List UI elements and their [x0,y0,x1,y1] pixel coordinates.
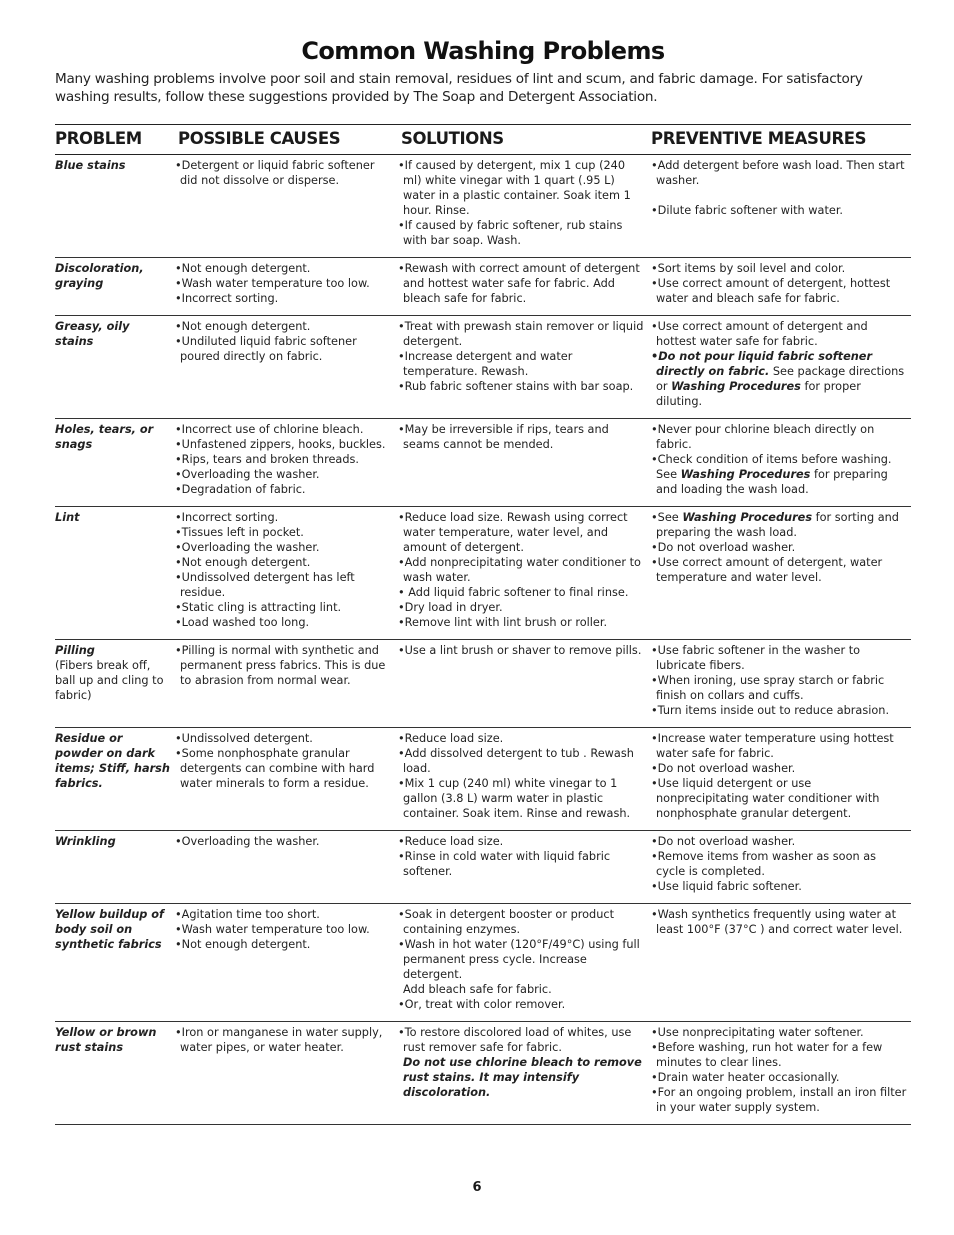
causes-cell [175,258,398,316]
header-preventive-measures: PREVENTIVE MEASURES [651,125,911,155]
preventive-cell [651,904,911,1022]
table-row [55,1022,911,1125]
preventive-text: •See [651,511,683,524]
preventive-item: •Use correct amount of detergent and hottest water safe for fabric. [651,320,868,348]
solution-item: •Dry load in dryer. [398,601,503,614]
cause-item: •Not enough detergent. [175,262,311,275]
cause-item: •Static cling is attracting lint. [175,601,342,614]
preventive-item: •Wash synthetics frequently using water at least 100°F (37°C ) and correct water level. [651,908,903,936]
solution-item: •Wash in hot water (120°F/49°C) using full permanent press cycle. Increase detergent. [398,938,640,981]
problem-cell [55,904,175,1022]
causes-cell [175,155,398,258]
preventive-text: for proper diluting. [656,380,861,408]
cause-item: •Unfastened zippers, hooks, buckles. [175,438,386,451]
preventive-cell [651,831,911,904]
problem-cell [55,640,175,728]
cause-item: •Degradation of fabric. [175,483,306,496]
preventive-item: •Do not overload washer. [651,762,796,775]
causes-cell [175,904,398,1022]
preventive-item: •Do not overload washer. [651,835,796,848]
cause-item: •Undissolved detergent. [175,732,313,745]
preventive-item: •Never pour chlorine bleach directly on fabric. [651,423,875,451]
cause-item: •Undiluted liquid fabric softener poured directly on fabric. [175,335,357,363]
problem-cell [55,507,175,640]
preventive-cell [651,155,911,258]
preventive-item: •Use liquid detergent or use nonprecipitating water conditioner with nonphosphate granular detergent. [651,777,880,820]
cause-item: •Rips, tears and broken threads. [175,453,359,466]
problems-table [55,124,911,1125]
solution-item: •Remove lint with lint brush or roller. [398,616,608,629]
intro-paragraph: Many washing problems involve poor soil and stain removal, residues of lint and scum, and fabric damage. For satisfactory washing results, follow these suggestions provided by The Soap and Detergent Association. [55,71,863,105]
cause-item: •Some nonphosphate granular detergents can combine with hard water minerals to form a residue. [175,747,375,790]
problem-label: Residue or powder on dark items; Stiff, harsh fabrics. [55,732,170,790]
preventive-cell [651,316,911,419]
preventive-item: •Drain water heater occasionally. [651,1071,840,1084]
preventive-item: •Do not overload washer. [651,541,796,554]
solution-item: •Use a lint brush or shaver to remove pills. [398,644,642,657]
preventive-text: for preparing and loading the wash load. [656,468,888,496]
preventive-item: •Add detergent before wash load. Then start washer. [651,159,905,187]
problem-label: Lint [55,511,80,524]
table-row [55,155,911,258]
solution-item: •Rewash with correct amount of detergent and hottest water safe for fabric. Add bleach safe for fabric. [398,262,640,305]
washing-procedures-ref: Washing Procedures [682,511,813,524]
preventive-item: •Before washing, run hot water for a few minutes to clear lines. [651,1041,883,1069]
solution-item: •If caused by fabric softener, rub stains with bar soap. Wash. [398,219,623,247]
solution-warning: Do not use chlorine bleach to remove rust stains. It may intensify discoloration. [403,1056,642,1099]
preventive-item: •Turn items inside out to reduce abrasion. [651,704,890,717]
preventive-text: See package directions or [656,365,905,393]
solutions-cell [398,728,651,831]
header-possible-causes: POSSIBLE CAUSES [175,125,398,155]
cause-item: •Not enough detergent. [175,320,311,333]
solution-item: •Rinse in cold water with liquid fabric softener. [398,850,611,878]
cause-item: •Iron or manganese in water supply, water pipes, or water heater. [175,1026,383,1054]
preventive-item: •Increase water temperature using hottest water safe for fabric. [651,732,894,760]
cause-item: •Incorrect sorting. [175,292,279,305]
preventive-item: •Use liquid fabric softener. [651,880,802,893]
problem-label: Yellow or brown rust stains [55,1026,157,1054]
problem-note: (Fibers break off, ball up and cling to fabric) [55,659,164,702]
solution-item: •Add dissolved detergent to tub . Rewash load. [398,747,634,775]
solutions-cell [398,831,651,904]
solutions-cell [398,1022,651,1125]
solution-item: •Rub fabric softener stains with bar soap. [398,380,634,393]
problem-cell [55,728,175,831]
causes-cell [175,1022,398,1125]
page-title: Common Washing Problems [301,37,665,65]
problem-label: Yellow buildup of body soil on synthetic fabrics [55,908,164,951]
cause-item: •Incorrect sorting. [175,511,279,524]
solution-item: •Reduce load size. [398,732,504,745]
table-row [55,316,911,419]
cause-item: •Overloading the washer. [175,468,320,481]
preventive-cell [651,419,911,507]
solution-item: •May be irreversible if rips, tears and seams cannot be mended. [398,423,609,451]
solution-item: Add bleach safe for fabric. [403,983,552,996]
preventive-item: •When ironing, use spray starch or fabric finish on collars and cuffs. [651,674,885,702]
cause-item: •Overloading the washer. [175,835,320,848]
preventive-item-rich [651,510,907,540]
preventive-item: •Use correct amount of detergent, water temperature and water level. [651,556,883,584]
problem-label: Holes, tears, or snags [55,423,154,451]
solutions-cell [398,640,651,728]
preventive-item: •Dilute fabric softener with water. [651,204,844,217]
preventive-cell [651,728,911,831]
preventive-text: for sorting and preparing the wash load. [656,511,899,539]
cause-item: •Load washed too long. [175,616,310,629]
causes-cell [175,316,398,419]
solution-item: •Soak in detergent booster or product containing enzymes. [398,908,615,936]
table-row [55,831,911,904]
cause-item: •Wash water temperature too low. [175,277,370,290]
solution-item: •Reduce load size. Rewash using correct water temperature, water level, and amount of detergent. [398,511,628,554]
solution-item: •Increase detergent and water temperature. Rewash. [398,350,573,378]
header-solutions: SOLUTIONS [398,125,651,155]
table-row [55,728,911,831]
preventive-item: •Use fabric softener in the washer to lubricate fibers. [651,644,861,672]
header-problem: PROBLEM [55,125,175,155]
solution-item: •If caused by detergent, mix 1 cup (240 ml) white vinegar with 1 quart (.95 L) water in a plastic container. Soak item 1 hour. Rinse. [398,159,631,217]
problem-cell [55,258,175,316]
washing-procedures-ref: Washing Procedures [671,380,801,393]
preventive-item-rich [651,452,907,497]
solution-item: •Mix 1 cup (240 ml) white vinegar to 1 gallon (3.8 L) warm water in plastic container. Soak item. Rinse and rewash. [398,777,631,820]
preventive-item: •For an ongoing problem, install an iron filter in your water supply system. [651,1086,907,1114]
cause-item: •Agitation time too short. [175,908,320,921]
solutions-cell [398,507,651,640]
cause-item: •Undissolved detergent has left residue. [175,571,355,599]
preventive-cell [651,640,911,728]
causes-cell [175,640,398,728]
problem-cell [55,419,175,507]
problem-label: Blue stains [55,159,126,172]
table-row [55,640,911,728]
causes-cell [175,831,398,904]
causes-cell [175,419,398,507]
preventive-item: •Sort items by soil level and color. [651,262,846,275]
solution-item: •Add nonprecipitating water conditioner to wash water. [398,556,641,584]
solutions-cell [398,904,651,1022]
table-header-row [55,125,911,155]
preventive-cell [651,507,911,640]
preventive-item-rich [651,349,907,409]
cause-item: •Wash water temperature too low. [175,923,370,936]
page [55,36,911,1125]
solution-item: • Add liquid fabric softener to final rinse. [398,586,629,599]
solutions-cell [398,419,651,507]
cause-item: •Overloading the washer. [175,541,320,554]
solution-item: •Or, treat with color remover. [398,998,566,1011]
washing-procedures-ref: Washing Procedures [680,468,811,481]
problem-label: Pilling [55,644,95,657]
problem-cell [55,316,175,419]
preventive-bold-text: •Do not pour liquid fabric softener directly on fabric. [651,350,873,378]
table-row [55,904,911,1022]
problem-label: Greasy, oily stains [55,320,130,348]
cause-item: •Tissues left in pocket. [175,526,304,539]
preventive-item: •Use nonprecipitating water softener. [651,1026,864,1039]
cause-item: •Detergent or liquid fabric softener did not dissolve or disperse. [175,159,375,187]
table-row [55,507,911,640]
preventive-cell [651,258,911,316]
problem-label: Wrinkling [55,835,116,848]
preventive-item: •Remove items from washer as soon as cycle is completed. [651,850,877,878]
table-row [55,258,911,316]
problem-cell [55,831,175,904]
causes-cell [175,507,398,640]
cause-item: •Incorrect use of chlorine bleach. [175,423,364,436]
table-row [55,419,911,507]
solutions-cell [398,258,651,316]
cause-item: •Pilling is normal with synthetic and permanent press fabrics. This is due to abrasion from normal wear. [175,644,386,687]
solutions-cell [398,316,651,419]
solution-item: •Treat with prewash stain remover or liquid detergent. [398,320,644,348]
page-number: 6 [472,1180,482,1195]
solution-item: •Reduce load size. [398,835,504,848]
preventive-cell [651,1022,911,1125]
preventive-item: •Use correct amount of detergent, hottest water and bleach safe for fabric. [651,277,891,305]
problem-cell [55,155,175,258]
solutions-cell [398,155,651,258]
cause-item: •Not enough detergent. [175,556,311,569]
solution-item: •To restore discolored load of whites, use rust remover safe for fabric. [398,1026,632,1054]
cause-item: •Not enough detergent. [175,938,311,951]
preventive-text: •Check condition of items before washing. See [651,453,892,481]
problem-label: Discoloration, graying [55,262,144,290]
problem-cell [55,1022,175,1125]
causes-cell [175,728,398,831]
